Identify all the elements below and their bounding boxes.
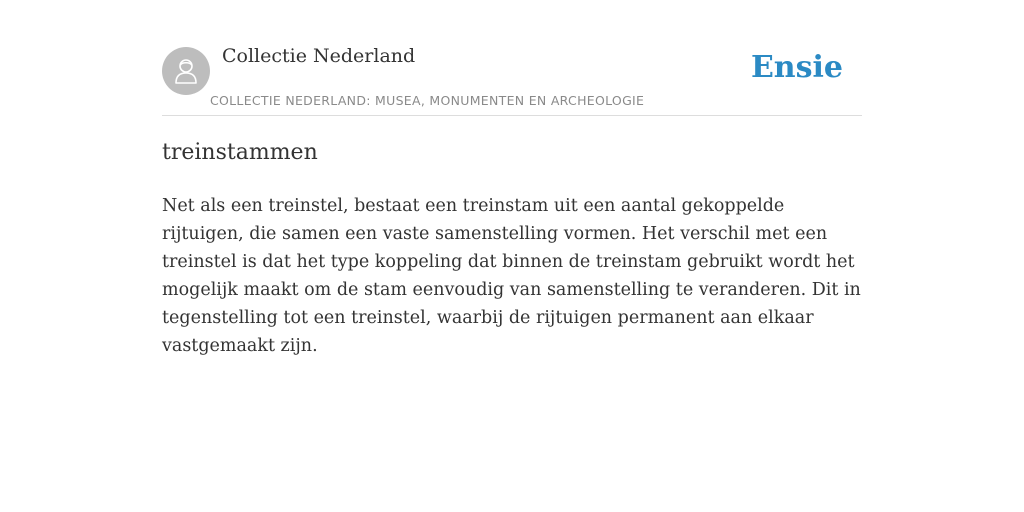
author-name[interactable]: Collectie Nederland <box>222 45 416 67</box>
entry-term: treinstammen <box>162 140 318 165</box>
entry-definition: Net als een treinstel, bestaat een treinstam uit een aantal gekoppelde rijtuigen, die samen een vaste samenstelling vormen. Het verschil met een treinstel is dat het type koppeling dat binnen de treinstam gebruikt wordt het mogelijk maakt om de stam eenvoudig van samenstelling te veranderen. Dit in tegenstelling tot een treinstel, waarbij de rijtuigen permanent aan elkaar vastgemaakt zijn. <box>162 196 861 356</box>
brand-logo[interactable]: Ensie <box>750 50 843 85</box>
user-icon <box>171 56 201 86</box>
entry-header <box>162 0 862 116</box>
author-avatar[interactable] <box>162 47 210 95</box>
entry-card <box>162 0 862 512</box>
source-label[interactable]: COLLECTIE NEDERLAND: MUSEA, MONUMENTEN EN ARCHEOLOGIE <box>210 93 645 108</box>
